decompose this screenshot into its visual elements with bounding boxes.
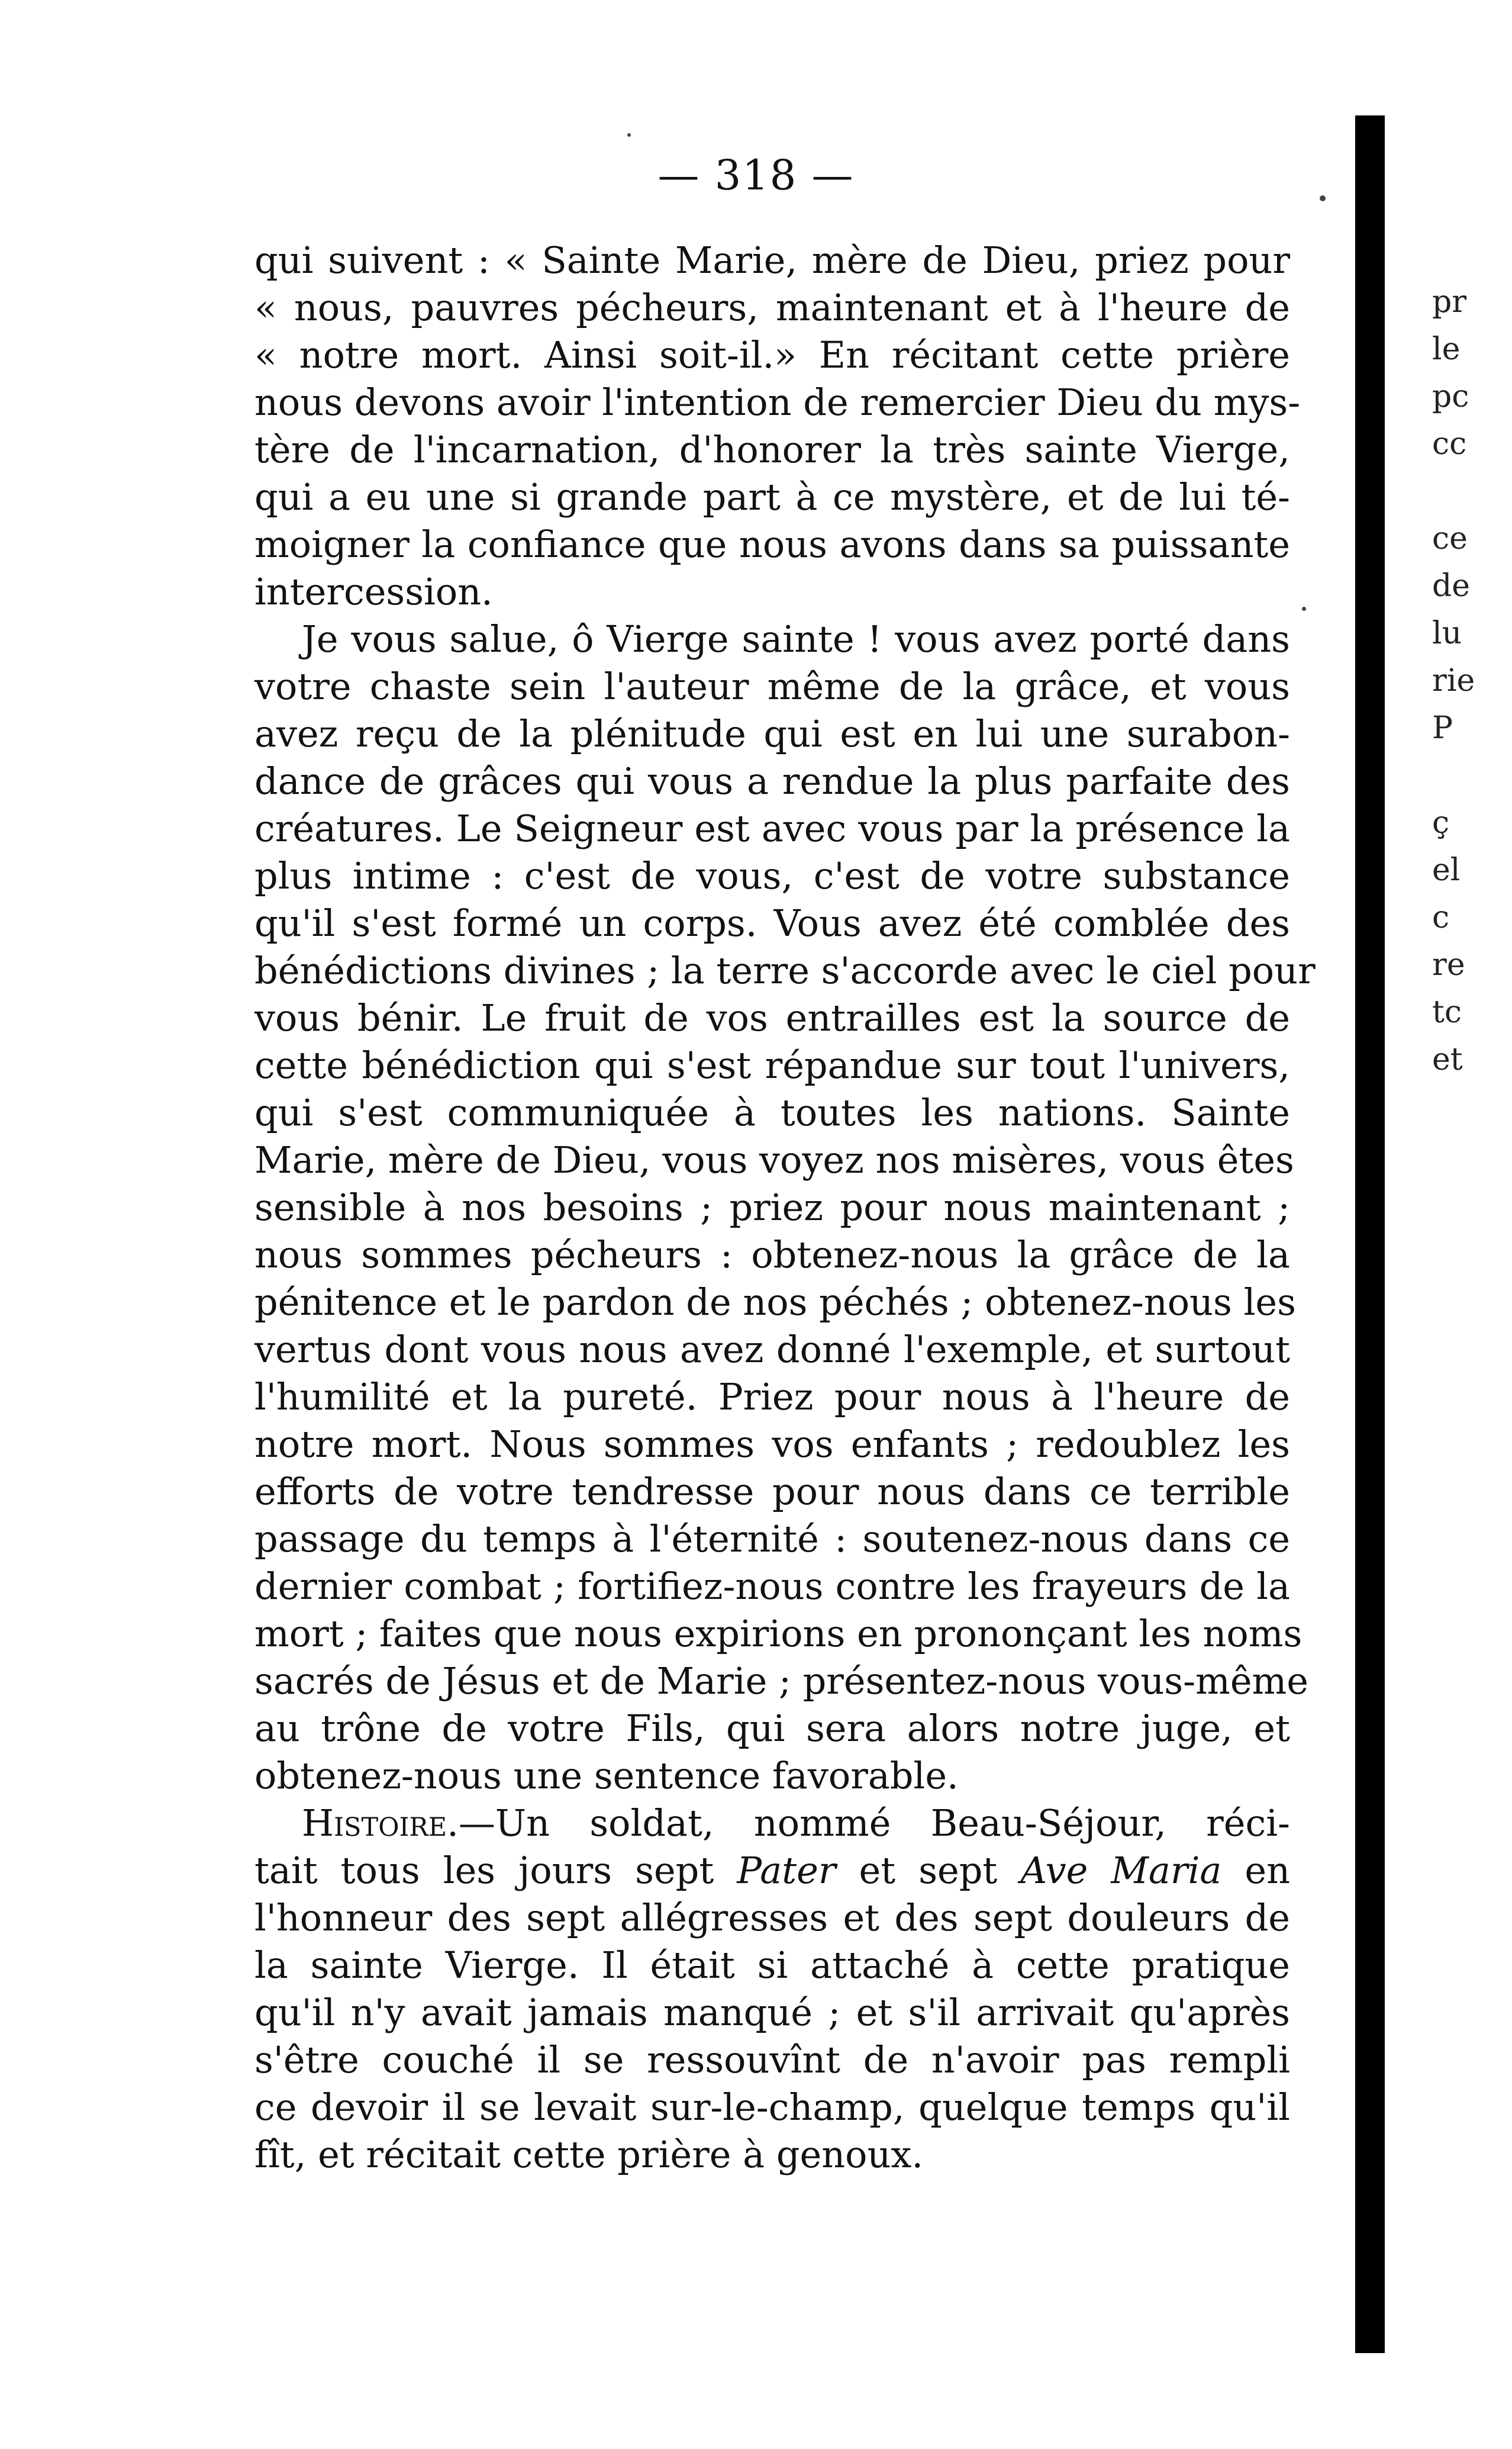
fragment: de — [1432, 568, 1471, 604]
text-line: dance de grâces qui vous a rendue la plus parfaite des — [254, 760, 1290, 803]
fragment: le — [1432, 332, 1461, 367]
fragment: ç — [1432, 805, 1450, 841]
fragment: el — [1432, 852, 1461, 888]
fragment: et — [1432, 1042, 1463, 1077]
fragment — [1432, 752, 1512, 799]
text-line: qu'il s'est formé un corps. Vous avez été comblée des — [254, 902, 1290, 945]
text-run: tait tous les jours sept — [254, 1849, 737, 1892]
histoire-heading: Histoire. — [302, 1801, 459, 1845]
fragment: pr — [1432, 284, 1467, 320]
text-line: intercession. — [254, 570, 493, 613]
text-line: qui s'est communiquée à toutes les nations. Sainte — [254, 1091, 1290, 1134]
text-line: dernier combat ; fortifiez-nous contre les frayeurs de la — [254, 1565, 1290, 1608]
print-speck — [627, 133, 631, 137]
text-line: mort ; faites que nous expirions en prononçant les noms — [254, 1612, 1303, 1655]
text-line — [254, 1847, 1290, 1894]
text-line: s'être couché il se ressouvînt de n'avoir pas rempli — [254, 2038, 1290, 2081]
text-line: pénitence et le pardon de nos péchés ; obtenez-nous les — [254, 1280, 1296, 1324]
adjacent-page-fragments — [1432, 278, 1512, 1083]
print-speck — [1320, 195, 1326, 201]
text-line: vous bénir. Le fruit de vos entrailles est la source de — [254, 996, 1290, 1040]
text-line: créatures. Le Seigneur est avec vous par la présence la — [254, 807, 1290, 850]
text-run: et sept — [836, 1849, 1021, 1892]
text-line: qu'il n'y avait jamais manqué ; et s'il arrivait qu'après — [254, 1991, 1290, 2034]
text-line: la sainte Vierge. Il était si attaché à cette pratique — [254, 1943, 1290, 1987]
text-line: qui a eu une si grande part à ce mystère, et de lui té- — [254, 475, 1290, 519]
print-speck — [1302, 607, 1306, 611]
fragment — [1432, 468, 1512, 515]
page-binding-edge — [1355, 115, 1385, 2353]
fragment: rie — [1432, 663, 1475, 699]
text-line: Je vous salue, ô Vierge sainte ! vous avez porté dans — [302, 617, 1290, 661]
text-line: cette bénédiction qui s'est répandue sur tout l'univers, — [254, 1044, 1290, 1087]
page-number: — 318 — — [657, 151, 855, 199]
text-line: bénédictions divines ; la terre s'accorde avec le ciel pour — [254, 949, 1316, 992]
text-run: en — [1221, 1849, 1290, 1892]
text-line: votre chaste sein l'auteur même de la grâce, et vous — [254, 665, 1290, 708]
pater-italic: Pater — [737, 1849, 836, 1892]
text-line: notre mort. Nous sommes vos enfants ; redoublez les — [254, 1423, 1290, 1466]
text-line: nous sommes pécheurs : obtenez-nous la grâce de la — [254, 1233, 1290, 1276]
text-line: qui suivent : « Sainte Marie, mère de Dieu, priez pour — [254, 239, 1290, 282]
text-line: sensible à nos besoins ; priez pour nous maintenant ; — [254, 1186, 1290, 1229]
text-line: obtenez-nous une sentence favorable. — [254, 1754, 959, 1797]
text-line: moigner la confiance que nous avons dans sa puissante — [254, 523, 1290, 566]
text-line: « notre mort. Ainsi soit-il.» En récitant cette prière — [254, 333, 1290, 376]
fragment: P — [1432, 710, 1453, 746]
text-line: plus intime : c'est de vous, c'est de votre substance — [254, 854, 1290, 897]
text-line: vertus dont vous nous avez donné l'exemple, et surtout — [254, 1328, 1290, 1371]
text-line: efforts de votre tendresse pour nous dans ce terrible — [254, 1470, 1290, 1513]
fragment: pc — [1432, 379, 1469, 414]
fragment: lu — [1432, 616, 1462, 651]
histoire-text: —Un soldat, nommé Beau-Séjour, réci- — [458, 1801, 1290, 1845]
text-line: au trône de votre Fils, qui sera alors notre juge, et — [254, 1707, 1290, 1750]
text-line: ce devoir il se levait sur-le-champ, quelque temps qu'il — [254, 2086, 1290, 2129]
text-line: l'honneur des sept allégresses et des sept douleurs de — [254, 1896, 1290, 1939]
text-line: nous devons avoir l'intention de remercier Dieu du mys- — [254, 381, 1301, 424]
text-line: Marie, mère de Dieu, vous voyez nos misères, vous êtes — [254, 1138, 1294, 1182]
fragment: c — [1432, 900, 1450, 935]
text-line: passage du temps à l'éternité : soutenez-nous dans ce — [254, 1517, 1290, 1560]
text-line: l'humilité et la pureté. Priez pour nous à l'heure de — [254, 1375, 1290, 1418]
fragment: tc — [1432, 995, 1462, 1030]
fragment: re — [1432, 947, 1465, 983]
text-line: sacrés de Jésus et de Marie ; présentez-nous vous-même — [254, 1659, 1308, 1703]
body-text — [254, 237, 1316, 2178]
fragment: cc — [1432, 426, 1467, 462]
ave-maria-italic: Ave Maria — [1020, 1849, 1222, 1892]
text-line: tère de l'incarnation, d'honorer la très sainte Vierge, — [254, 428, 1290, 471]
histoire-first-line — [254, 1800, 1290, 1847]
text-line: avez reçu de la plénitude qui est en lui une surabon- — [254, 712, 1290, 755]
fragment: ce — [1432, 521, 1468, 556]
text-line: « nous, pauvres pécheurs, maintenant et à l'heure de — [254, 286, 1290, 329]
text-line: fît, et récitait cette prière à genoux. — [254, 2133, 924, 2176]
